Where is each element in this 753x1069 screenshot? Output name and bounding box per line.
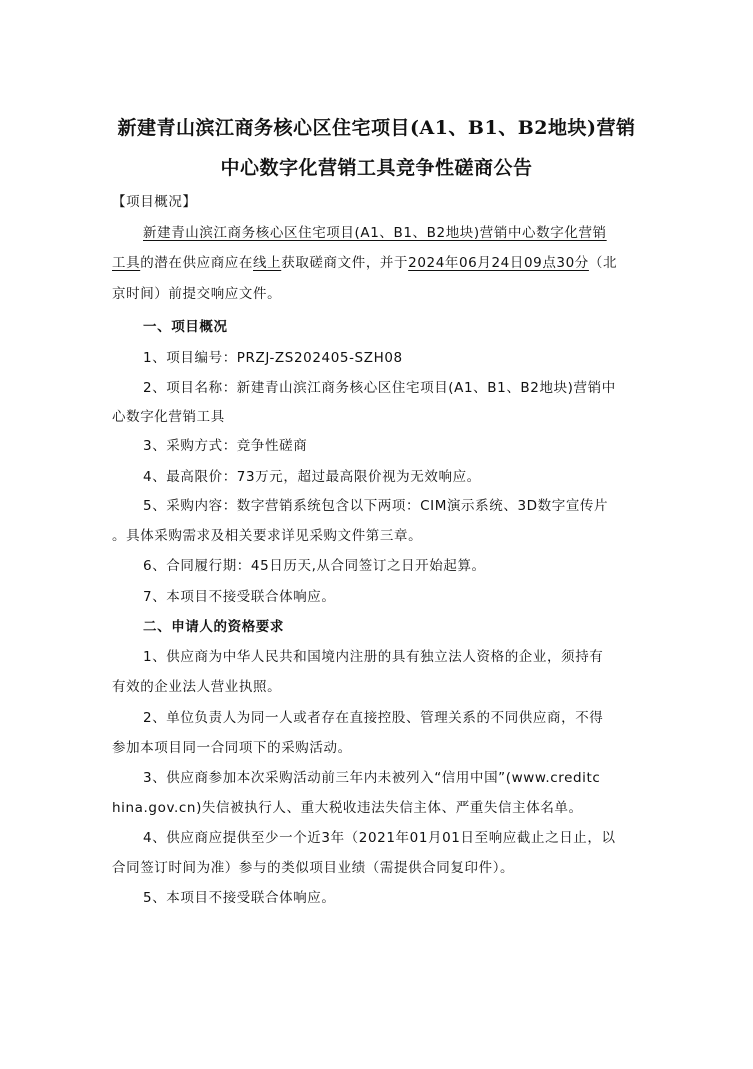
intro-online: 线上	[253, 255, 282, 271]
section2-heading: 二、申请人的资格要求	[143, 619, 284, 635]
section2-item3-line1: 3、供应商参加本次采购活动前三年内未被列入“信用中国”(www.creditc	[143, 770, 601, 786]
section1-item5-line1: 5、采购内容：数字营销系统包含以下两项：CIM演示系统、3D数字宣传片	[143, 498, 609, 514]
intro-text-a: 的潜在供应商应在	[140, 255, 254, 271]
section1-item3: 3、采购方式：竞争性磋商	[143, 438, 308, 454]
intro-line-2	[112, 251, 617, 271]
section2-item2-line2: 参加本项目同一合同项下的采购活动。	[112, 740, 352, 756]
section2-item3-line2: hina.gov.cn)失信被执行人、重大税收违法失信主体、严重失信主体名单。	[112, 800, 583, 816]
intro-project-name-end: 工具	[112, 255, 141, 271]
section1-heading: 一、项目概况	[143, 319, 228, 335]
intro-text-c: （北	[588, 255, 618, 271]
section2-item4-line2: 合同签订时间为准）参与的类似项目业绩（需提供合同复印件）。	[112, 860, 515, 876]
intro-text-b: 获取磋商文件，并于	[281, 255, 409, 271]
section1-item2-line2: 心数字化营销工具	[112, 409, 225, 425]
section1-item1: 1、项目编号：PRZJ-ZS202405-SZH08	[143, 350, 403, 366]
section2-item1-line2: 有效的企业法人营业执照。	[112, 679, 282, 695]
document-title-line-1: 新建青山滨江商务核心区住宅项目(A1、B1、B2地块)营销	[117, 117, 636, 139]
overview-tag: 【项目概况】	[112, 194, 197, 210]
section2-item4-line1: 4、供应商应提供至少一个近3年（2021年01月01日至响应截止之日止，以	[143, 830, 616, 846]
intro-deadline: 2024年06月24日09点30分	[408, 255, 589, 271]
section1-item7: 7、本项目不接受联合体响应。	[143, 589, 336, 605]
section1-item2-line1: 2、项目名称：新建青山滨江商务核心区住宅项目(A1、B1、B2地块)营销中	[143, 380, 616, 396]
document-title-line-2: 中心数字化营销工具竞争性磋商公告	[220, 157, 533, 179]
section2-item1-line1: 1、供应商为中华人民共和国境内注册的具有独立法人资格的企业，须持有	[143, 649, 604, 665]
section1-item6: 6、合同履行期：45日历天,从合同签订之日开始起算。	[143, 558, 486, 574]
section2-item5: 5、本项目不接受联合体响应。	[143, 890, 336, 906]
section1-item5-line2: 。具体采购需求及相关要求详见采购文件第三章。	[112, 528, 423, 544]
intro-line-3: 京时间）前提交响应文件。	[112, 286, 282, 302]
section1-item4: 4、最高限价：73万元，超过最高限价视为无效响应。	[143, 469, 481, 485]
section2-item2-line1: 2、单位负责人为同一人或者存在直接控股、管理关系的不同供应商，不得	[143, 710, 604, 726]
intro-line-1	[143, 221, 607, 241]
intro-project-name: 新建青山滨江商务核心区住宅项目(A1、B1、B2地块)营销中心数字化营销	[143, 225, 607, 241]
